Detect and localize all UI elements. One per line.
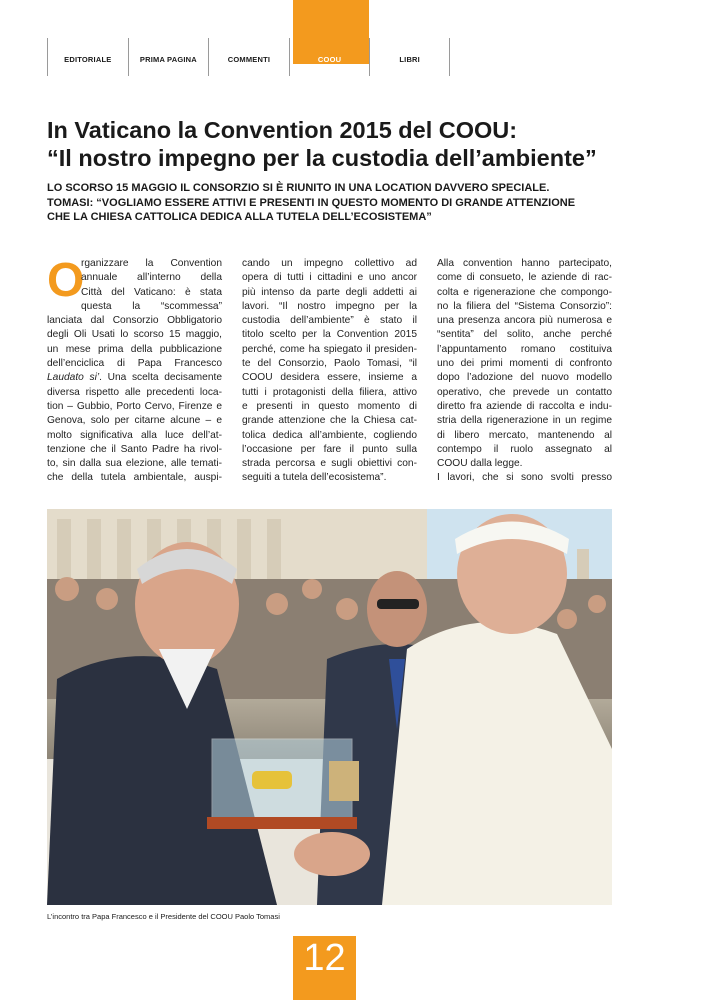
text-line: molto significativa alla luce dell’at- [47,429,222,441]
tab-libri[interactable]: LIBRI [369,38,450,76]
text-line: degli Oli Usati lo scorso 15 maggio, [47,329,222,341]
text-line: strada percorsa e sugli obiettivi con- [242,458,417,470]
drop-cap: O [47,254,85,307]
title-line: In Vaticano la Convention 2015 del COOU: [47,117,518,143]
text-line: COOU dalla legge. [437,458,523,470]
text-line: stria della rigenerazione in un regime [437,415,612,427]
text-line: diretto fra aziende di raccolta e indu- [437,400,612,412]
encyclical-title: Laudato si’ [47,372,100,384]
text-line: Genova, solo per citarne alcune – e [47,415,222,427]
text-line: tolica dedica all’ambiente, cogliendo [242,429,417,441]
text-line: annuale all’interno della [81,272,222,284]
text-line: un mese prima della pubblicazione [47,343,222,355]
text-line: Città del Vaticano: è stata [81,286,222,298]
text-line: l’appuntamento romano costituiva [437,343,612,355]
text-line: I lavori, che si sono svolti presso [437,472,612,484]
text-line: seguiti a tutela dell’ecosistema”. [242,472,387,484]
tab-coou[interactable]: COOU [289,38,370,76]
text-line: contempo il ruolo assegnato al [437,443,612,455]
text-line: Alla convention hanno partecipato, [437,258,612,269]
subtitle-line: CHE LA CHIESA CATTOLICA DEDICA ALLA TUTELA DELL’ECOSISTEMA” [47,211,432,223]
text-line: perché, come ha spiegato il presiden- [242,343,417,355]
subtitle-line: TOMASI: “VOGLIAMO ESSERE ATTIVI E PRESENTI IN QUESTO MOMENTO DI GRANDE ATTENZIONE [47,196,576,209]
text-line: uno dei primi momenti di confronto [437,358,612,370]
text-line: dell’enciclica di Papa Francesco [47,358,222,370]
text-line: custodia dell’ambiente” è stato il [242,315,417,327]
page-number: 12 [303,937,346,979]
tab-commenti[interactable]: COMMENTI [208,38,289,76]
text-line: opera di tutti i cittadini e uno ancor [242,272,417,284]
text-column-1 [47,254,222,486]
text-line: una presenza ancora più numerosa e [437,315,612,327]
text-line: grande attenzione che la Chiesa cat- [242,415,417,427]
text-line: operativo, che prevede un contatto [437,386,612,398]
text-line: colta e rigenerazione che compongo- [437,286,612,298]
text-column-3 [437,257,612,486]
section-nav [47,38,450,76]
text-line: di libero mercato, mantenendo al [437,429,612,441]
text-line: Laudato si’. Una scelta decisamente [47,372,222,384]
text-line: no la filiera del “Sistema Consorzio”: [437,300,612,312]
title-line: “Il nostro impegno per la custodia dell’ambiente” [47,145,597,171]
text-line: te del Consorzio, Paolo Tomasi, “il [242,358,417,370]
article-photo [47,509,612,905]
photo-caption: L’incontro tra Papa Francesco e il Presidente del COOU Paolo Tomasi [47,912,280,921]
text-line: cando un impegno collettivo ad [242,258,417,269]
text-line: COOU desidera essere, insieme a [242,372,417,384]
text-line: l’occasione per fare il punto sulla [242,443,417,455]
text-line: to, sin dalla sua elezione, alle temati- [47,458,222,470]
text-line: più intenso da parte degli addetti ai [242,286,417,298]
text-column-2 [242,257,417,486]
text-line: e presenti in questo momento di [242,400,417,412]
text-line: lavori. “Il nostro impegno per la [242,300,417,312]
text-line: titolo scelto per la Convention 2015 [242,329,417,341]
text-line: tutti i protagonisti della filiera, attivo [242,386,417,398]
text-line: “sentita” del solito, anche perché [437,329,612,341]
text-line: diversa rispetto alle precedenti loca- [47,386,222,398]
text-line: lanciata dal Consorzio Obbligatorio [47,315,222,327]
text-line: che della tutela ambientale, auspi- [47,472,222,484]
photo-illustration [47,509,612,905]
article-title [47,116,647,172]
tab-prima-pagina[interactable]: PRIMA PAGINA [128,38,209,76]
text-line: rganizzare la Convention [81,258,222,269]
text-line: tenzione che il Santo Padre ha rivol- [47,443,222,455]
text-line: tion – Gubbio, Porto Cervo, Firenze e [47,400,222,412]
tab-editoriale[interactable]: EDITORIALE [47,38,128,76]
subtitle-line: LO SCORSO 15 MAGGIO IL CONSORZIO SI È RIUNITO IN UNA LOCATION DAVVERO SPECIALE. [47,182,550,194]
text-line: come di consueto, le aziende di rac- [437,272,612,284]
article-subtitle [47,181,627,225]
text-line: questa la “scommessa” [81,300,222,312]
text-line: dopo l’adozione del nuovo modello [437,372,612,384]
